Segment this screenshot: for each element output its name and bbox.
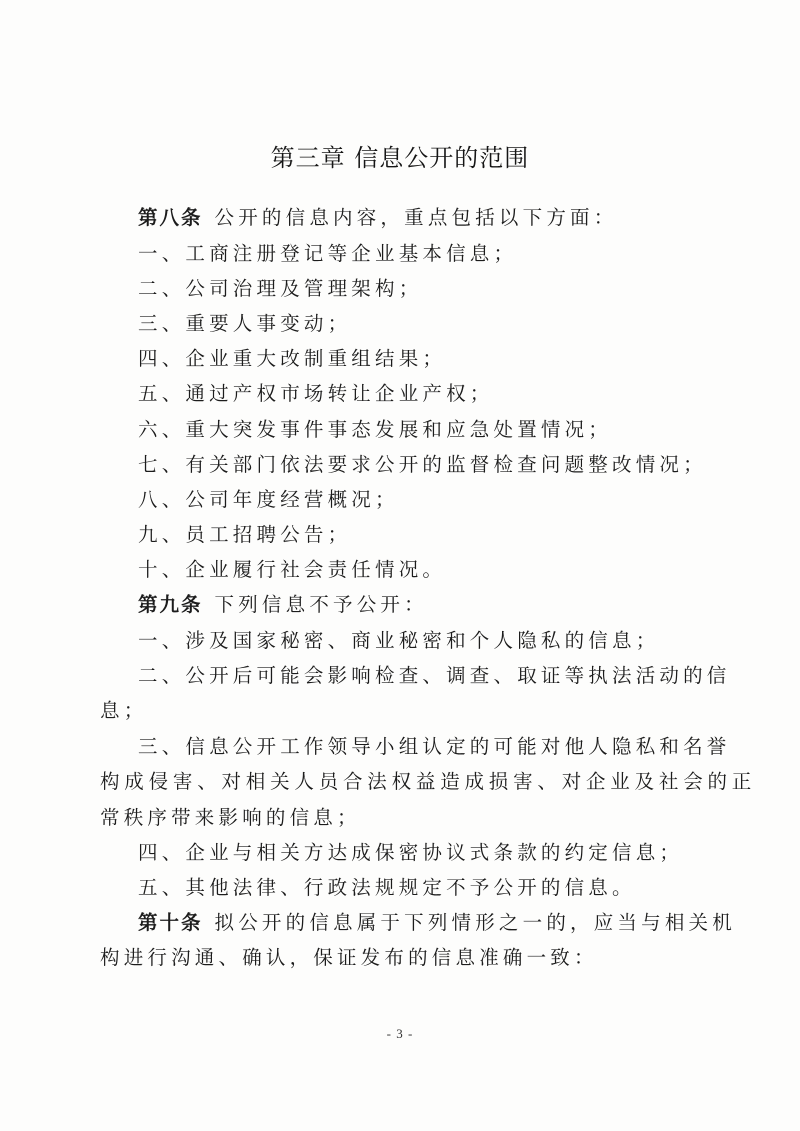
article-9-item-4: 四、企业与相关方达成保密协议式条款的约定信息； bbox=[138, 841, 684, 864]
article-10-text-line-1: 拟公开的信息属于下列情形之一的，应当与相关机 bbox=[214, 911, 736, 934]
article-10-heading bbox=[138, 911, 738, 935]
article-10-text-line-2: 构进行沟通、确认，保证发布的信息准确一致： bbox=[100, 946, 598, 969]
article-9-item-2-line-2: 息； bbox=[100, 699, 148, 722]
article-8-item-3: 三、重要人事变动； bbox=[138, 312, 352, 335]
article-8-item-4: 四、企业重大改制重组结果； bbox=[138, 347, 447, 370]
article-10-label: 第十条 bbox=[138, 911, 203, 934]
article-9-item-2-line-1: 二、公开后可能会影响检查、调查、取证等执法活动的信 bbox=[138, 664, 731, 687]
article-9-item-3-line-2: 构成侵害、对相关人员合法权益造成损害、对企业及社会的正 bbox=[100, 770, 757, 793]
article-8-text: 公开的信息内容，重点包括以下方面： bbox=[214, 206, 618, 229]
article-9-item-5: 五、其他法律、行政法规规定不予公开的信息。 bbox=[138, 876, 636, 899]
article-9-label: 第九条 bbox=[138, 593, 203, 616]
article-9-item-3-line-3: 常秩序带来影响的信息； bbox=[100, 806, 361, 829]
article-8-item-7: 七、有关部门依法要求公开的监督检查问题整改情况； bbox=[138, 453, 707, 476]
article-9-text: 下列信息不予公开： bbox=[214, 593, 428, 616]
article-8-item-6: 六、重大突发事件事态发展和应急处置情况； bbox=[138, 418, 613, 441]
article-8-label: 第八条 bbox=[138, 206, 203, 229]
article-9-item-3-line-1: 三、信息公开工作领导小组认定的可能对他人隐私和名誉 bbox=[138, 735, 731, 758]
article-8-item-5: 五、通过产权市场转让企业产权； bbox=[138, 382, 494, 405]
article-8-item-9: 九、员工招聘公告； bbox=[138, 523, 352, 546]
article-8-heading bbox=[138, 206, 738, 230]
article-9-heading bbox=[138, 593, 738, 617]
article-8-item-8: 八、公司年度经营概况； bbox=[138, 488, 399, 511]
article-9-item-1: 一、涉及国家秘密、商业秘密和个人隐私的信息； bbox=[138, 629, 660, 652]
article-8-item-1: 一、工商注册登记等企业基本信息； bbox=[138, 242, 518, 265]
page-number: - 3 - bbox=[386, 1026, 414, 1041]
article-8-item-10: 十、企业履行社会责任情况。 bbox=[138, 558, 447, 581]
article-8-item-2: 二、公司治理及管理架构； bbox=[138, 277, 423, 300]
chapter-title: 第三章 信息公开的范围 bbox=[270, 144, 530, 172]
